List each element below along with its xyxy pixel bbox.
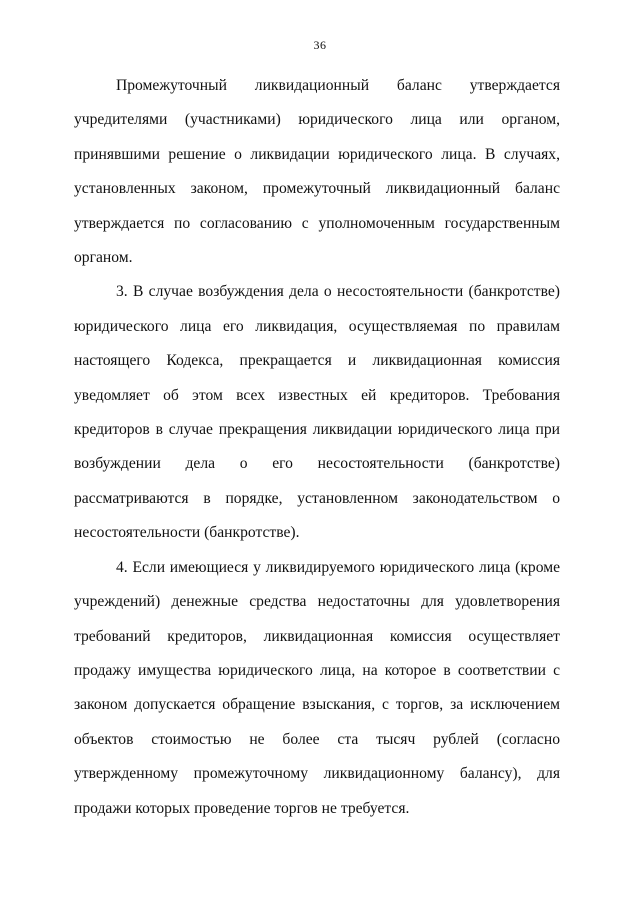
paragraph-asset-sale: 4. Если имеющиеся у ликвидируемого юридического лица (кроме учреждений) денежные средства недостаточны для удовлетворения требований кредиторов, ликвидационная комиссия осуществляет продажу имущества юридического лица, на которое в соответствии с законом допускается обращение взыскания, с торгов, за исключением объектов стоимостью не более ста тысяч рублей (согласно утвержденному промежуточному ликвидационному балансу), для продажи которых проведение торгов не требуется. (74, 558, 560, 817)
paragraph-interim-balance: Промежуточный ликвидационный баланс утверждается учредителями (участниками) юридического лица или органом, принявшими решение о ликвидации юридического лица. В случаях, установленных законом, промежуточный ликвидационный баланс утверждается по согласованию с уполномоченным государственным органом. (74, 77, 560, 267)
page-number: 36 (313, 38, 327, 52)
paragraph-bankruptcy-case: 3. В случае возбуждения дела о несостоятельности (банкротстве) юридического лица его ликвидация, осуществляемая по правилам настоящего Кодекса, прекращается и ликвидационная комиссия уведомляет об этом всех известных ей кредиторов. Требования кредиторов в случае прекращения ликвидации юридического лица при возбуждении дела о его несостоятельности (банкротстве) рассматриваются в порядке, установленном законодательством о несостоятельности (банкротстве). (74, 283, 560, 542)
document-body (74, 69, 560, 826)
